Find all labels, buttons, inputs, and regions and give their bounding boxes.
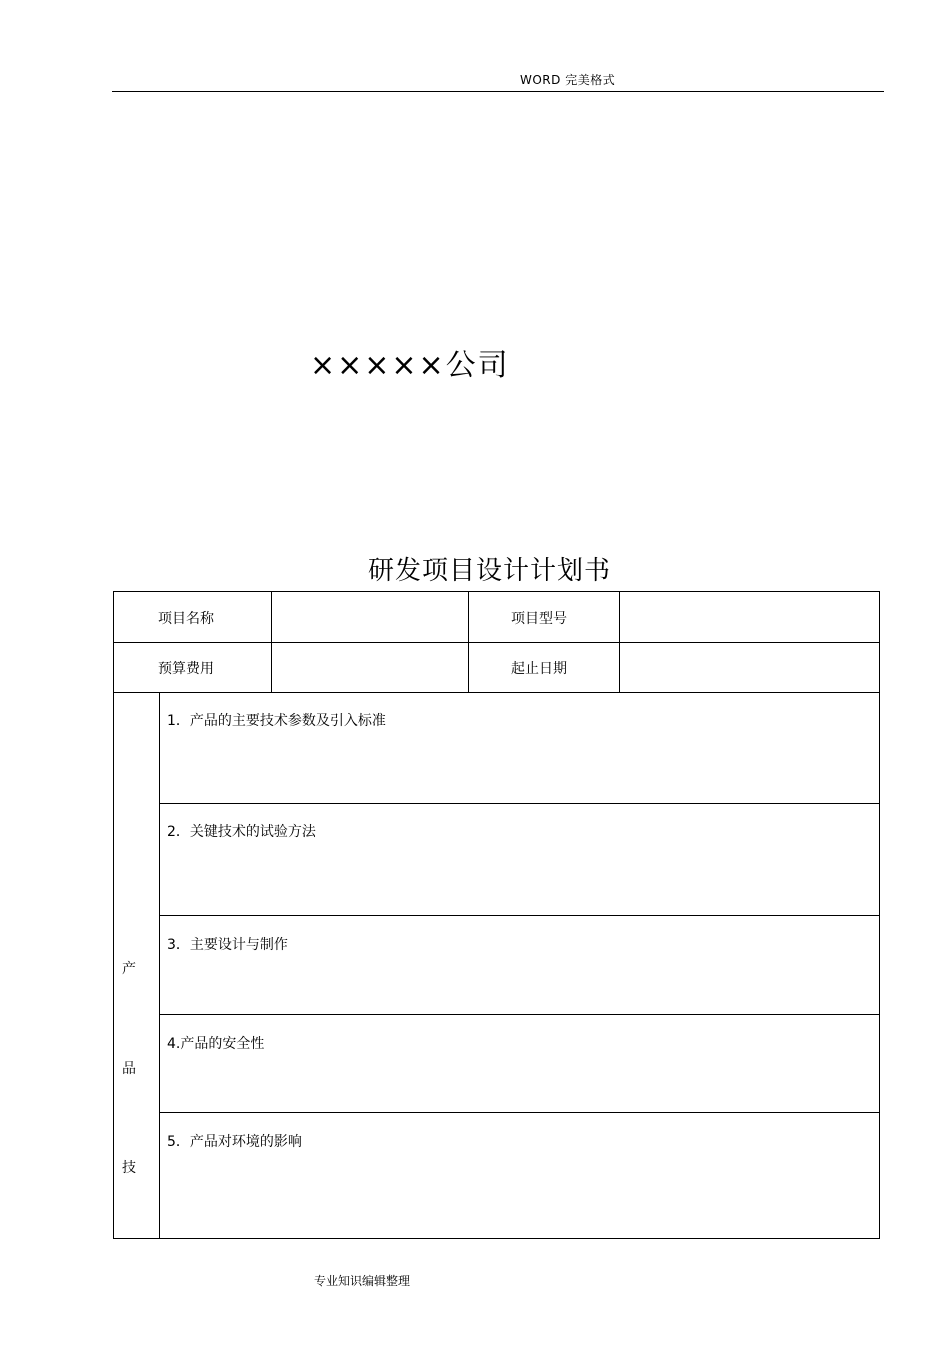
- side-label-char-1: 产: [122, 961, 136, 977]
- section-label-4: 4.产品的安全性: [167, 1036, 265, 1052]
- side-column-divider: [159, 692, 160, 1238]
- company-name: ×××××公司: [310, 348, 510, 383]
- page-footer-text: 专业知识编辑整理: [314, 1274, 411, 1288]
- section-divider-2: [159, 915, 879, 916]
- section-divider-3: [159, 1014, 879, 1015]
- row-divider-1: [114, 642, 879, 643]
- section-label-1: 1．产品的主要技术参数及引入标准: [167, 713, 386, 729]
- project-model-label: 项目型号: [511, 611, 567, 627]
- document-title: 研发项目设计计划书: [368, 556, 612, 586]
- section-divider-4: [159, 1112, 879, 1113]
- header-divider: [112, 91, 884, 92]
- section-divider-1: [159, 803, 879, 804]
- side-label-char-2: 品: [122, 1061, 136, 1077]
- side-label-char-3: 技: [122, 1160, 136, 1176]
- col-divider-1: [271, 592, 272, 692]
- budget-label: 预算费用: [158, 661, 214, 677]
- section-label-3: 3．主要设计与制作: [167, 937, 288, 953]
- page-header-text: WORD 完美格式: [520, 73, 616, 87]
- section-label-5: 5．产品对环境的影响: [167, 1134, 302, 1150]
- project-name-label: 项目名称: [158, 611, 214, 627]
- dates-label: 起止日期: [511, 661, 567, 677]
- col-divider-3: [619, 592, 620, 692]
- col-divider-2: [468, 592, 469, 692]
- row-divider-2: [114, 692, 879, 693]
- plan-form-table: [113, 591, 880, 1239]
- section-label-2: 2．关键技术的试验方法: [167, 824, 316, 840]
